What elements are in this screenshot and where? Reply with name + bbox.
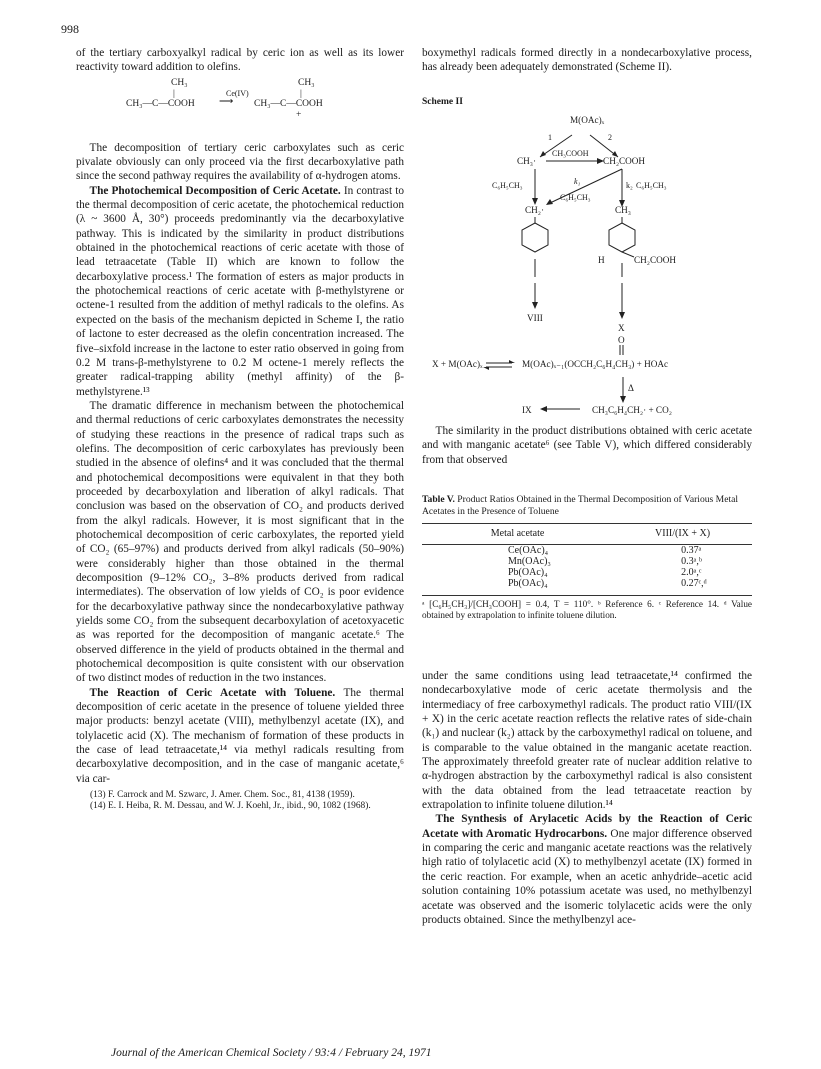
benzyl-radical: CH₂·: [525, 205, 545, 215]
product-ix: IX: [522, 405, 532, 415]
scheme-ii: [422, 109, 752, 425]
path-number-2: 2: [608, 133, 612, 142]
equation-charge: +: [296, 109, 302, 120]
metal-cell: Pb(OAc)₄: [508, 566, 548, 578]
equilibrium-right: M(OAc)ₓ₋₁(OCCH₂C₆H₄CH₃) + HOAc: [522, 359, 669, 369]
scheme-title: Scheme II: [422, 97, 463, 107]
equation-arrow: ⟶: [219, 95, 234, 107]
table-label: Table V.: [422, 494, 455, 505]
table-row: [422, 578, 752, 592]
equation-bond: |: [173, 88, 175, 99]
table-footnote: ᵃ [C₆H₅CH₃]/[CH₃COOH] = 0.4, T = 110°. ᵇ Reference 6. ᶜ Reference 14. ᵈ Value obtained by extrapolation to infinite toluene dilution.: [422, 595, 752, 621]
right-column-bottom: [422, 669, 752, 927]
paragraph: One major difference observed in comparing the ceric and manganic acetate reactions was the relatively high ratio of tolylacetic acid (X) to methylbenzyl acetate (IX) formed in the ceric reaction. For example, when an acetic anhydride–acetic acid solution containing 10% potassium acetate was used, no methylbenzyl acetate was observed and the isomeric tolylacetic acids were the only products obtained. Since the methylbenzyl ace-: [422, 827, 752, 926]
reagent-label: C₆H₅CH₃: [636, 181, 667, 190]
left-column: [76, 46, 404, 813]
page-number: 998: [61, 22, 79, 36]
paragraph: The dramatic difference in mechanism between the photochemical and thermal reductions of ceric carboxylates demonstrates the necessity of studying these reactions in the presence of radical traps such as olefins. The decomposition of ceric carboxylates has previously been studied in the absence of olefins⁴ and it was concluded that the thermal and photochemical decompositions were equivalent in that they both proceeded by decarboxylation and liberation of alkyl radicals. That conclusion was based on the observation of CO₂ and products derived from the alkyl radicals. However, it is most significant that in the photochemical decomposition of ceric carboxylates, the reported yield of CO₂ (65–97%) and products derived from alkyl radicals (50–90%) were considerably higher than those obtained in the thermal decomposition (9–12% CO₂, 3–8% products derived from radical intermediates). The observation of low yields of CO₂ is poor evidence for the decarboxylative pathway since the nondecarboxylative pathway yields some CO₂ from the subsequent decarboxylation of acetoxyacetic as was reported for the decomposition of manganic acetate.⁶ The observed difference in the yield of products obtained in the thermal and photochemical decomposition is quite consistent with our observation of two distinct modes of reduction in the two instances.: [76, 399, 404, 685]
table-caption: [422, 494, 752, 517]
reagent-label: C₆H₅CH₃: [560, 193, 591, 202]
paragraph: In contrast to the thermal decomposition of ceric acetate, the photochemical reduction (λ ~ 3600 Å, 30°) proceeds predominantly via the decarboxylative pathway. This is indicated by the similarity in product distributions obtained in the photochemical reactions of ceric acetate with those of lead tetraacetate (Table II) which are known to follow the decarboxylative process.¹ The formation of esters as major products in the photochemical reactions of ceric acetate with β-methylstyrene or octene-1 resulted from the addition of methyl radicals to the olefins. As expected on the basis of the mechanism depicted in Scheme I, the ratio of lactone to ester decreased as the olefin concentration increased. The five–sixfold increase in the lactone to ester ratio observed in going from 0.2 M trans-β-methylstyrene to 0.2 M octene-1 merely reflects the greater radical-trapping ability (methyl affinity) of the β-methylstyrene.¹³: [76, 184, 404, 398]
metal-cell: Mn(OAc)₃: [508, 555, 551, 567]
section-heading: The Synthesis of Arylacetic Acids by the Reaction of Ceric Acetate with Aromatic Hydrocarbons.: [422, 813, 752, 840]
paragraph: The decomposition of tertiary ceric carboxylates such as ceric pivalate obviously can only proceed via the first decarboxylative path since the second pathway requires the availability of α-hydrogen atoms.: [76, 141, 404, 183]
column-header: VIII/(IX + X): [613, 524, 752, 545]
ratio-cell: 0.3ᵃ,ᵇ: [681, 555, 702, 567]
journal-footer: Journal of the American Chemical Society / 93:4 / February 24, 1971: [111, 1047, 432, 1059]
section-heading: The Photochemical Decomposition of Ceric Acetate.: [89, 184, 341, 197]
ratio-cell: 0.37ᵃ: [681, 544, 702, 556]
rate-constant-k2: k₂: [626, 181, 633, 190]
metal-cell: Pb(OAc)₄: [508, 577, 548, 589]
reagent-label: C₆H₅CH₃: [492, 181, 523, 190]
equilibrium-left: X + M(OAc)ₓ: [432, 359, 483, 369]
methyl-radical: CH₃·: [517, 156, 537, 166]
table-v: [422, 494, 752, 621]
arrow-label: CH₃COOH: [552, 149, 589, 158]
path-number-1: 1: [548, 133, 552, 142]
product-x: X: [618, 323, 625, 333]
rate-constant-k1: k₁: [574, 177, 581, 186]
column-header: Metal acetate: [422, 524, 613, 545]
data-table: [422, 523, 752, 592]
metal-cell: Ce(OAc)₄: [508, 544, 549, 556]
paragraph: boxymethyl radicals formed directly in a nondecarboxylative process, has already been adequately demonstrated (Scheme II).: [422, 47, 752, 74]
scheme-reagent: M(OAc)ₓ: [570, 115, 605, 125]
paragraph: under the same conditions using lead tetraacetate,¹⁴ confirmed the nondecarboxylative mode of ceric acetate thermolysis and the intermediacy of free carboxymethyl radicals. The product ratio VIII/(IX + X) in the ceric acetate reaction reflects the relative rates of side-chain (k₁) and nuclear (k₂) attack by the carboxymethyl radical on toluene, and is comparable to the value obtained in the manganic acetate reaction. The approximately threefold greater rate of nuclear addition relative to α-hydrogen abstraction by the carboxymethyl radical is also consistent with the data obtained from the lead tetraacetate reaction by extrapolation to infinite toluene dilution.¹⁴: [422, 670, 752, 812]
equation-reactant-top: CH₃: [171, 77, 188, 88]
right-column-top: [422, 46, 752, 75]
table-row: [422, 567, 752, 578]
ratio-cell: 0.27ᶜ,ᵈ: [681, 577, 707, 589]
hydrogen-label: H: [598, 255, 605, 265]
paragraph: The thermal decomposition of ceric acetate in the presence of toluene yielded three major products: benzyl acetate (VIII), methylbenzyl acetate (IX), and tolylacetic acid (X). The mechanism of formation of these products in the case of lead tetraacetate,¹⁴ via methyl radicals resulting from decarboxylative decomposition, and in the case of manganic acetate,⁶ via car-: [76, 686, 404, 785]
product-viii: VIII: [527, 313, 543, 323]
equation-product: CH₃—C—COOH: [254, 98, 323, 109]
equation-product-top: CH₃: [298, 77, 315, 88]
table-row: [422, 544, 752, 556]
ceric-equation: [76, 75, 404, 141]
table-row: [422, 556, 752, 567]
references: [76, 790, 404, 813]
ring-substituent: CH₂COOH: [634, 255, 676, 265]
decarboxylation-products: CH₃C₆H₄CH₂· + CO₂: [592, 405, 672, 415]
equation-bond: |: [300, 88, 302, 99]
equation-arrow-label: Ce(IV): [226, 88, 249, 98]
carbonyl-oxygen: O: [618, 335, 625, 345]
heat-symbol: Δ: [628, 383, 634, 393]
carboxymethyl-radical: ·CH₂COOH: [600, 156, 646, 166]
paragraph: The similarity in the product distributions obtained with ceric acetate and with manganic acetate⁶ (see Table V), which differed considerably from that observed: [422, 425, 752, 466]
right-column-middle: [422, 424, 752, 467]
reference-14: (14) E. I. Heiba, R. M. Dessau, and W. J. Koehl, Jr., ibid., 90, 1082 (1968).: [90, 801, 371, 812]
reference-13: (13) F. Carrock and M. Szwarc, J. Amer. Chem. Soc., 81, 4138 (1959).: [90, 790, 355, 801]
equation-reactant: CH₃—C—COOH: [126, 98, 195, 109]
ratio-cell: 2.0ᵃ,ᶜ: [681, 566, 702, 578]
methyl-group: CH₃: [615, 205, 631, 215]
paragraph: of the tertiary carboxyalkyl radical by ceric ion as well as its lower reactivity toward addition to olefins.: [76, 47, 404, 74]
table-caption-text: Product Ratios Obtained in the Thermal Decomposition of Various Metal Acetates in the Presence of Toluene: [422, 494, 739, 517]
section-heading: The Reaction of Ceric Acetate with Toluene.: [89, 686, 336, 699]
